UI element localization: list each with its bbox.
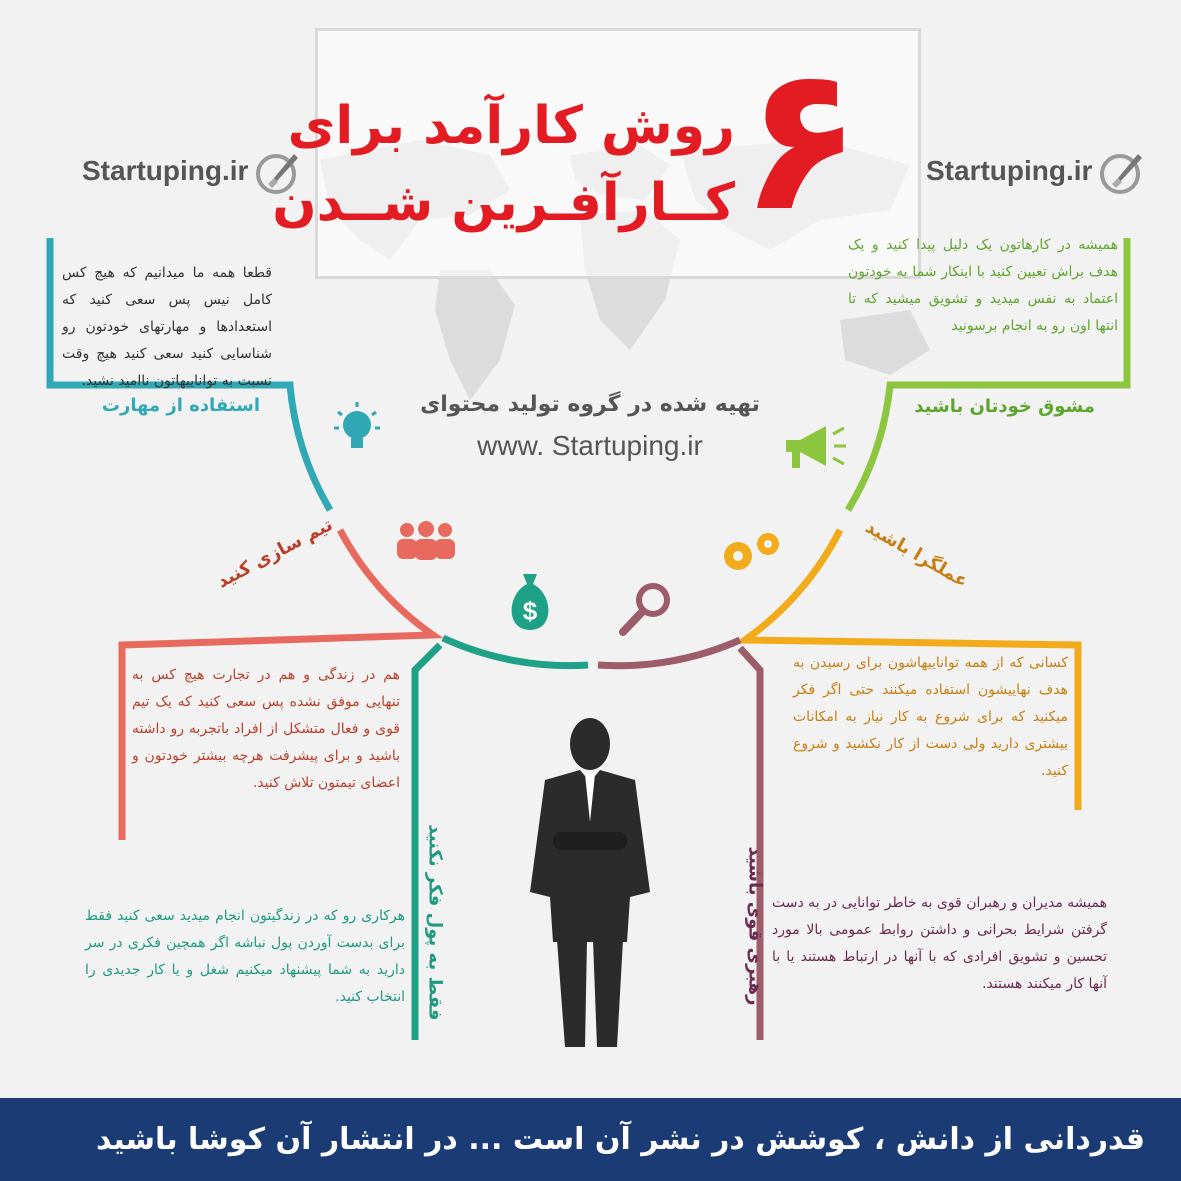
money-text: هرکاری رو که در زندگیتون انجام میدید سعی کنید فقط برای بدست آوردن پول نباشه اگر همچین فکری در سر دارید به شما پیشنهاد میکنیم شغل و یا کار جدیدی را انتخاب کنید. bbox=[85, 908, 405, 1005]
motivate-text: همیشه در کارهاتون یک دلیل پیدا کنید و یک هدف براش تعیین کنید با اینکار شما به خودتون اعتماد به نفس میدید و تشویق میشید که تا انتها اون رو به انجام برسونید bbox=[848, 237, 1118, 334]
subtitle-line-2: www. Startuping.ir bbox=[477, 430, 703, 461]
title-line-2: کــارآفـرین شــدن bbox=[272, 173, 735, 233]
title-number: ۶ bbox=[740, 23, 863, 256]
businessman-figure bbox=[525, 712, 655, 1052]
footer-banner bbox=[0, 1098, 1181, 1181]
skill-heading: استفاده از مهارت bbox=[101, 395, 260, 416]
subtitle-line-1: تهیه شده در گروه تولید محتوای bbox=[420, 392, 760, 417]
money-bag-icon bbox=[505, 570, 555, 632]
brand-left-label: Startuping.ir bbox=[82, 155, 249, 186]
team-text: هم در زندگی و هم در تجارت هیچ کس به تنهایی موفق نشده پس سعی کنید که یک تیم قوی و فعال متشکل از افراد باتجربه رو داشته باشید و برای پیشرفت هرچه بیشتر خودتون و اعضای تیمتون تلاش کنید. bbox=[132, 667, 400, 791]
gears-icon bbox=[718, 528, 788, 578]
leader-heading: رهبری قوی باشید bbox=[744, 846, 766, 1006]
svg-text:$: $ bbox=[522, 596, 538, 626]
megaphone-icon bbox=[778, 420, 848, 475]
team-heading: تیم سازی کنید bbox=[213, 514, 337, 593]
brand-right-label: Startuping.ir bbox=[926, 155, 1093, 186]
lightbulb-icon bbox=[332, 400, 382, 460]
leader-text: همیشه مدیران و رهبران قوی به خاطر توانایی در به دست گرفتن شرایط بحرانی و داشتن روابط عمومی بالا مورد تحسین و تشویق افرادی که با آنها در ارتباط هستند یا با آنها کار میکنند هستند. bbox=[772, 895, 1107, 992]
title-line-1: روش کارآمد برای bbox=[287, 96, 735, 156]
magnifier-icon bbox=[615, 580, 675, 640]
pragmatic-text: کسانی که از همه تواناییهاشون برای رسیدن به هدف نهاییشون استفاده میکنند حتی اگر فکر میکنید که برای شروع به کار نیاز به امکانات بیشتری دارید ولی دست از کار نکشید و شروع کنید. bbox=[793, 655, 1068, 779]
skill-text: قطعا همه ما میدانیم که هیچ کس کامل نیس پس سعی کنید که استعدادها و مهارتهای خودتون رو شناسایی کنید سعی کنید هیچ وقت نسبت به تواناییهاتون ناامید نشید. bbox=[62, 265, 272, 389]
pragmatic-heading: عملگرا باشید bbox=[861, 516, 972, 593]
motivate-heading: مشوق خودتان باشید bbox=[914, 396, 1095, 417]
team-icon bbox=[395, 520, 457, 560]
footer-text: قدردانی از دانش ، کوشش در نشر آن است ... در انتشار آن کوشا باشید bbox=[95, 1122, 1145, 1157]
money-heading: فقط به پول فکر نکنید bbox=[424, 824, 446, 1021]
